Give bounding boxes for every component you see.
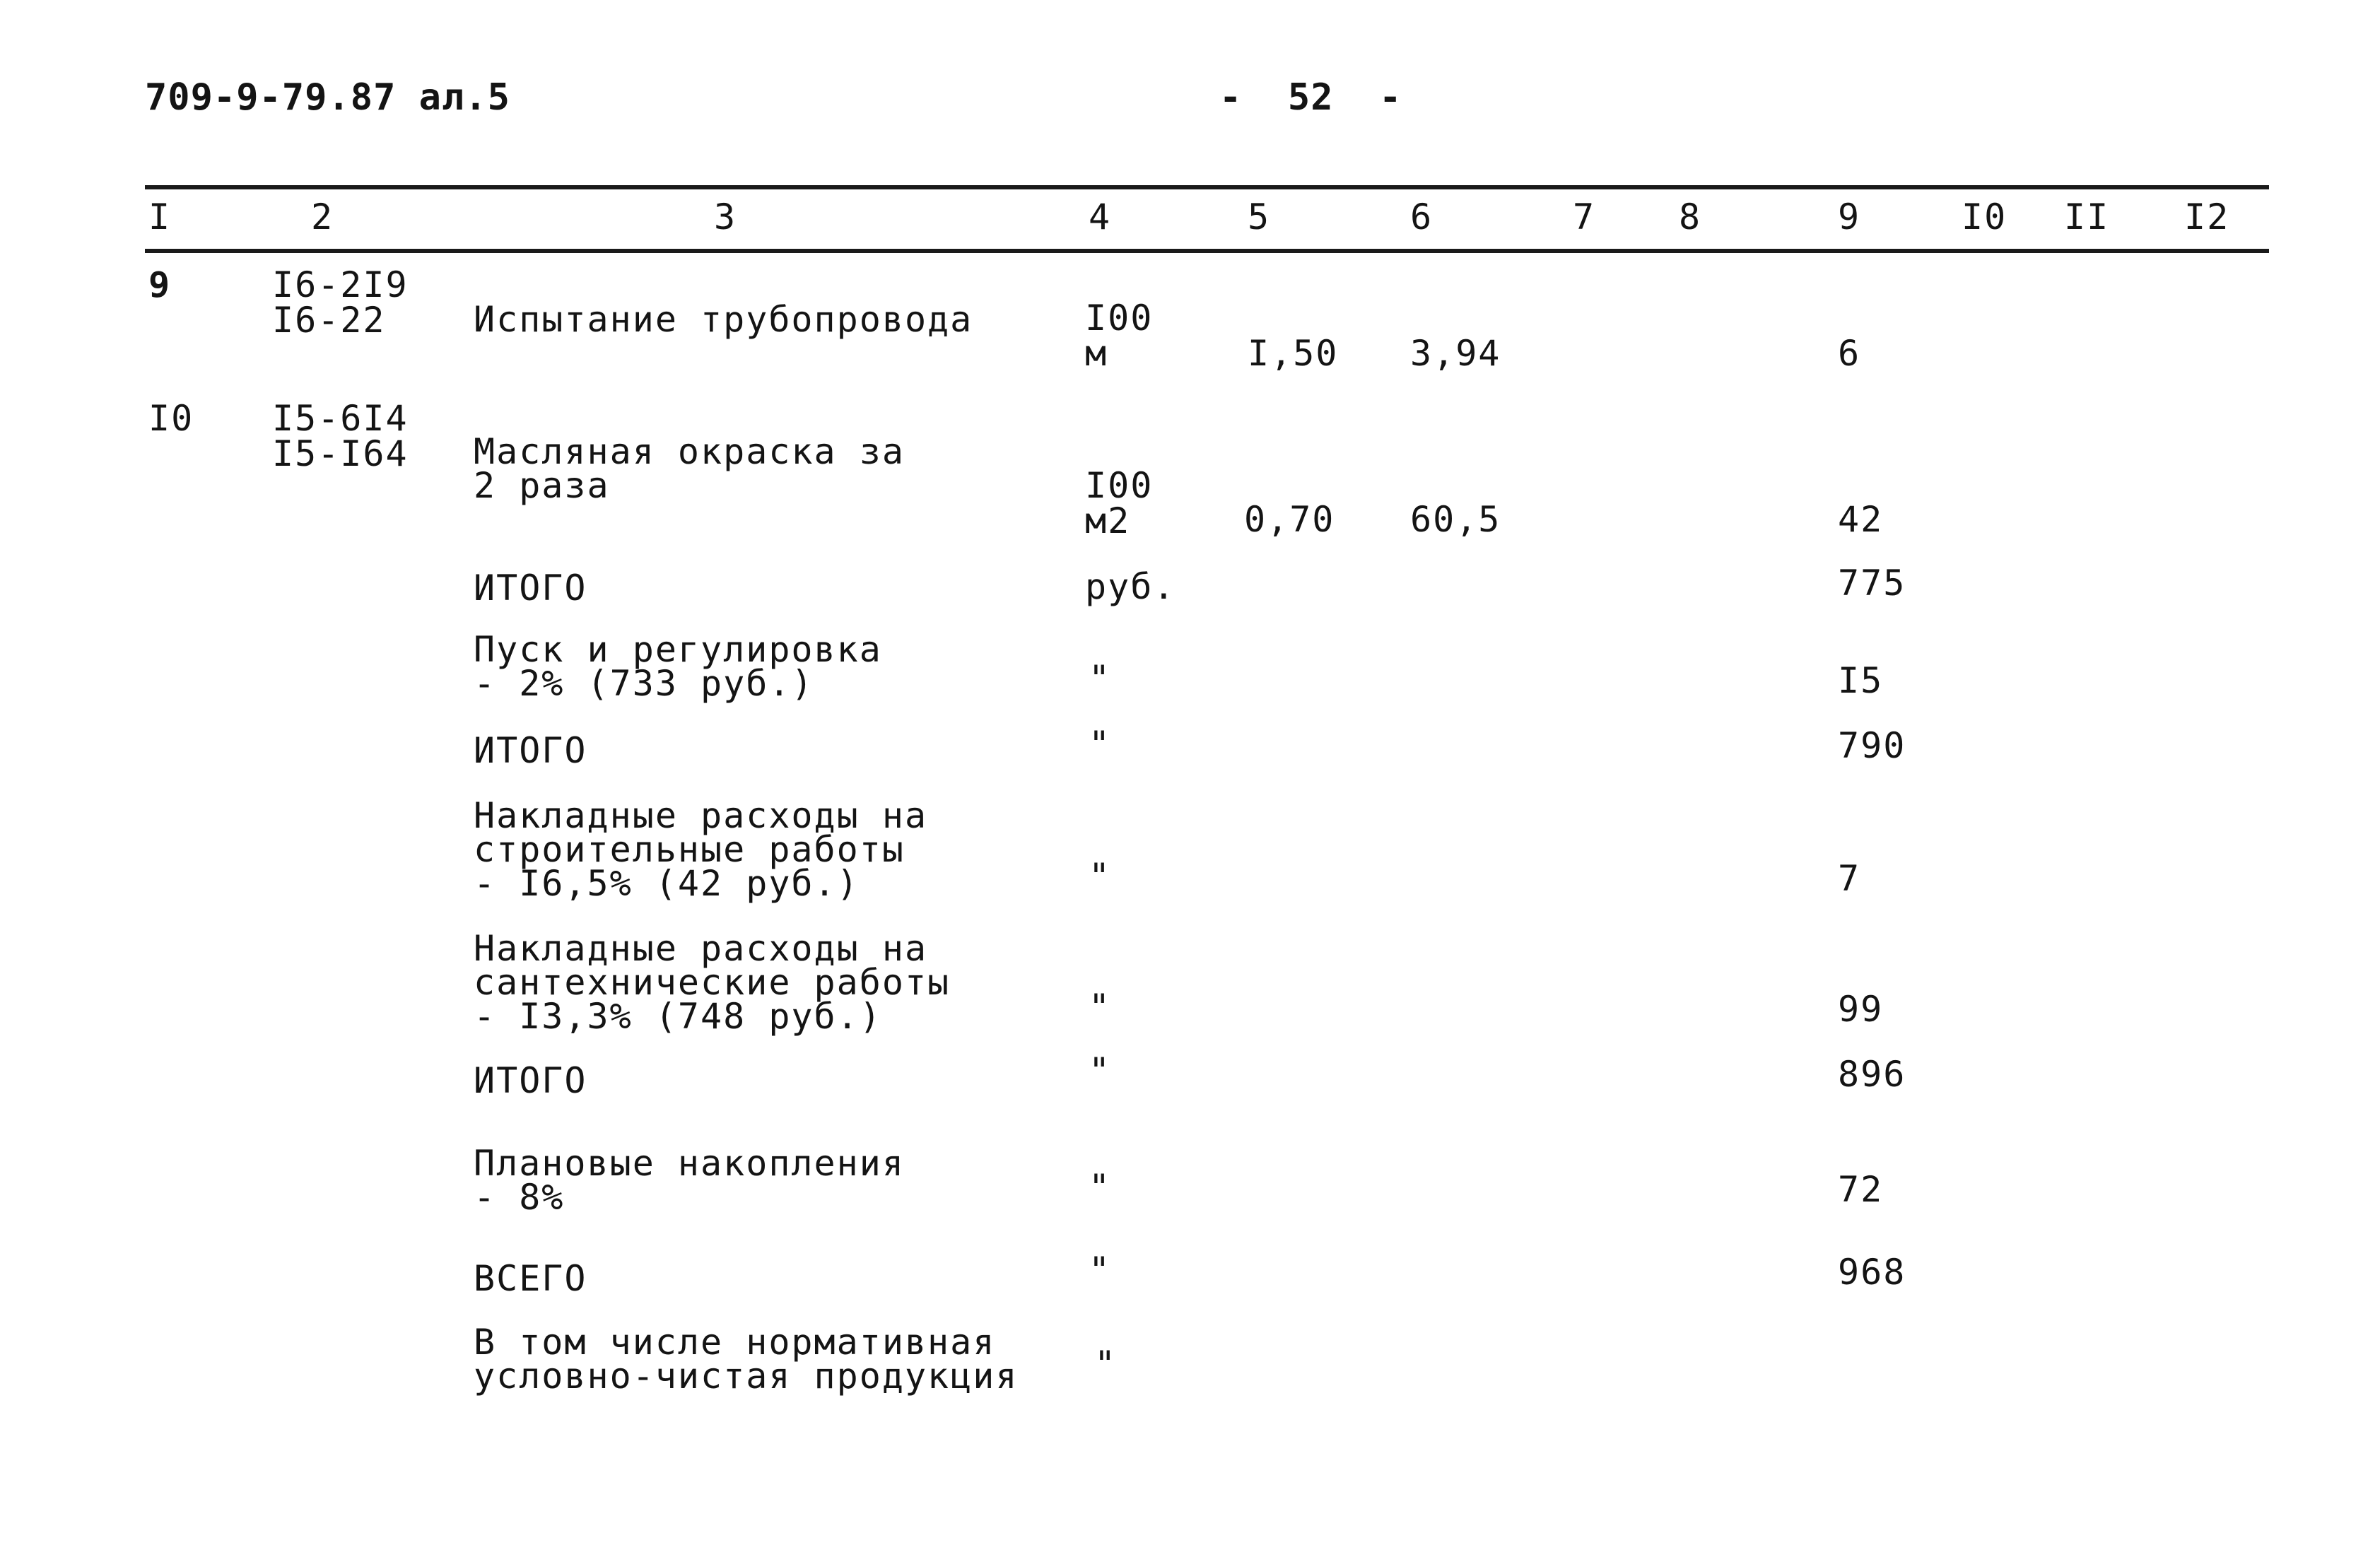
unit-price: 60,5: [1410, 499, 1501, 540]
summary-label: ИТОГО: [474, 568, 587, 609]
total-cost: 6: [1838, 333, 1861, 374]
summary-total: I5: [1838, 660, 1884, 701]
row-number: 9: [148, 264, 172, 305]
summary-unit: ": [1089, 987, 1112, 1028]
col-header: I2: [2184, 196, 2230, 237]
rate-code: I5-6I4: [272, 398, 409, 439]
summary-total: 790: [1838, 725, 1906, 766]
summary-unit: ": [1089, 1167, 1112, 1208]
unit: I00: [1085, 465, 1154, 506]
rate-code: I5-I64: [272, 433, 409, 474]
quantity: I,50: [1248, 333, 1339, 374]
col-header: 6: [1410, 196, 1434, 237]
summary-unit: ": [1089, 1250, 1112, 1291]
summary-unit: ": [1089, 856, 1112, 897]
summary-label: ВСЕГО: [474, 1258, 587, 1299]
unit: м: [1085, 333, 1108, 374]
summary-total: 7: [1838, 858, 1861, 899]
table-header-rule: [145, 249, 2269, 253]
document-code: 709-9-79.87 ал.5: [145, 76, 510, 119]
unit: I00: [1085, 298, 1154, 339]
summary-total: 968: [1838, 1252, 1906, 1293]
summary-total: 775: [1838, 563, 1906, 604]
summary-unit: руб.: [1085, 566, 1176, 607]
summary-unit: ": [1089, 658, 1112, 699]
summary-label: Пуск и регулировка - 2% (733 руб.): [474, 629, 882, 704]
col-header: I0: [1962, 196, 2007, 237]
summary-label: В том числе нормативная условно-чистая продукция: [474, 1322, 1019, 1397]
unit-price: 3,94: [1410, 333, 1501, 374]
rate-code: I6-22: [272, 300, 386, 341]
col-header: 3: [714, 196, 737, 237]
table-top-rule: [145, 185, 2269, 189]
work-name: Испытание трубопровода: [474, 299, 973, 340]
summary-label: ИТОГО: [474, 1060, 587, 1101]
rate-code: I6-2I9: [272, 264, 409, 305]
summary-total: 72: [1838, 1169, 1884, 1210]
col-header: 5: [1248, 196, 1271, 237]
col-header: II: [2064, 196, 2110, 237]
col-header: I: [148, 196, 172, 237]
summary-label: Плановые накопления - 8%: [474, 1143, 905, 1218]
summary-total: 99: [1838, 989, 1884, 1030]
col-header: 2: [311, 196, 334, 237]
quantity: 0,70: [1244, 499, 1335, 540]
unit: м2: [1085, 500, 1131, 541]
page-number: - 52 -: [1219, 76, 1402, 119]
summary-label: Накладные расходы на сантехнические работы - I3,3% (748 руб.): [474, 928, 951, 1037]
summary-label: ИТОГО: [474, 730, 587, 771]
col-header: 8: [1679, 196, 1702, 237]
summary-total: 896: [1838, 1054, 1906, 1095]
col-header: 7: [1573, 196, 1596, 237]
work-name: Масляная окраска за 2 раза: [474, 431, 905, 506]
summary-label: Накладные расходы на строительные работы - I6,5% (42 руб.): [474, 795, 928, 904]
summary-unit: ": [1089, 1050, 1112, 1091]
total-cost: 42: [1838, 499, 1884, 540]
col-header: 9: [1838, 196, 1861, 237]
col-header: 4: [1089, 196, 1112, 237]
summary-unit: ": [1089, 724, 1112, 765]
summary-unit: ": [1094, 1344, 1118, 1385]
row-number: I0: [148, 398, 194, 439]
